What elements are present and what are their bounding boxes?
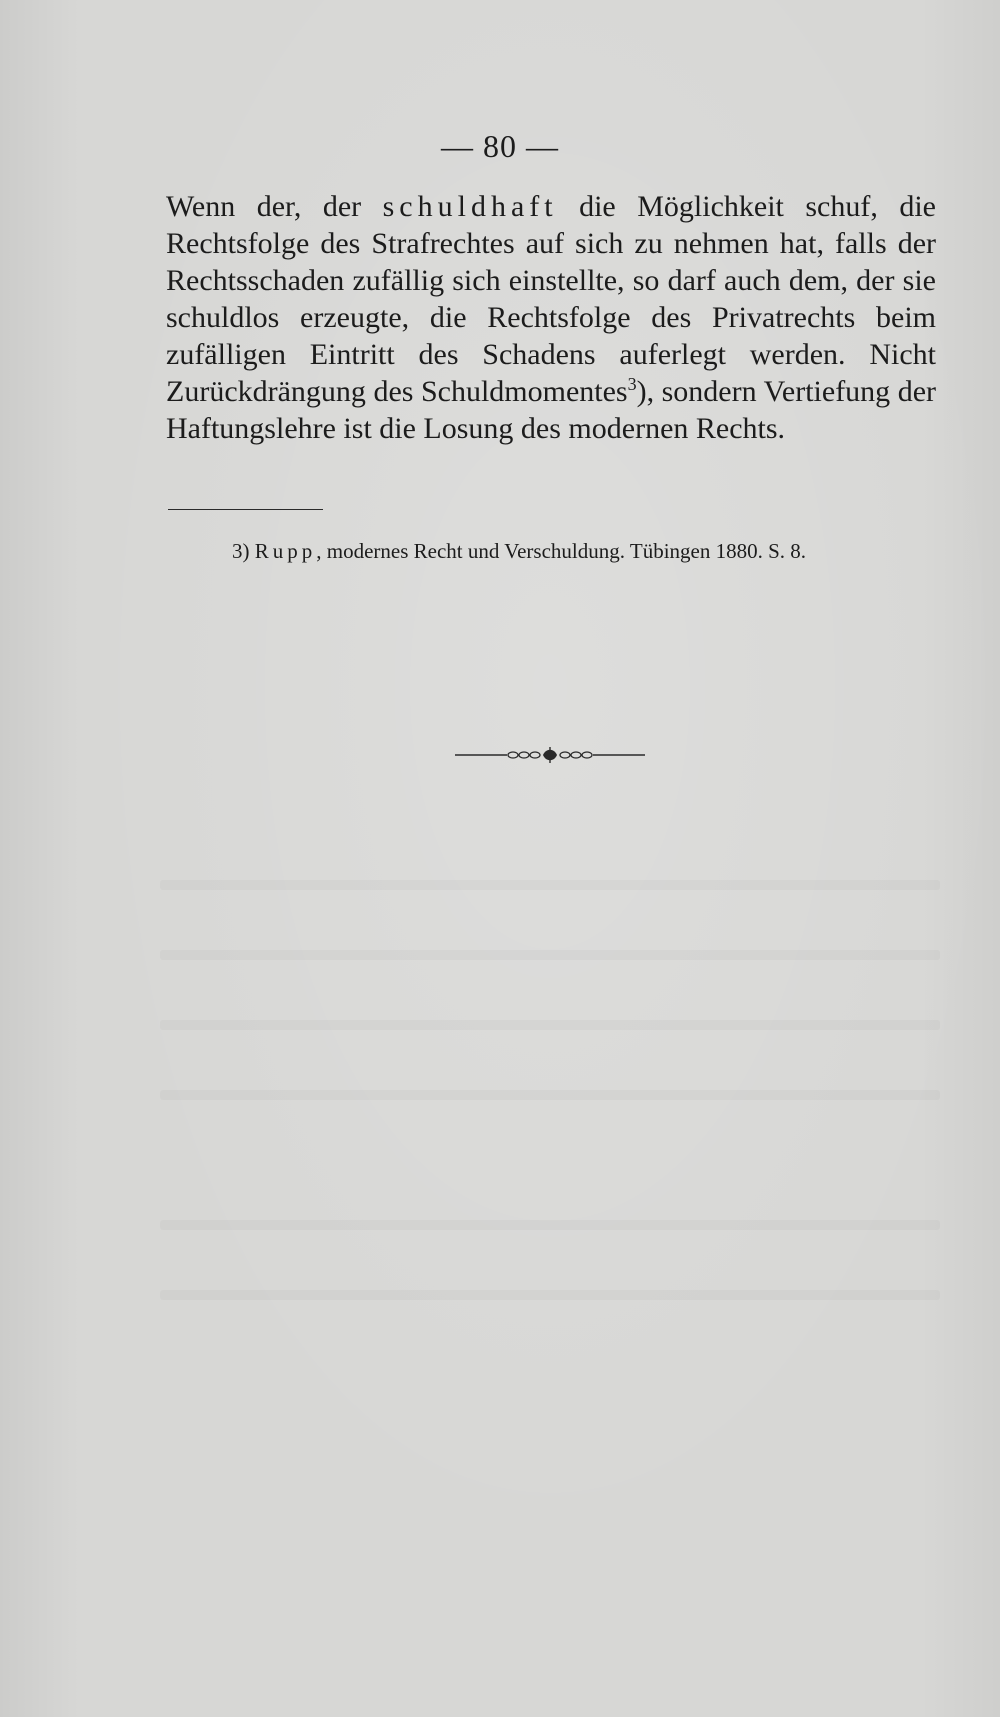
paragraph-text: ), sondern Vertiefung der Haftungslehre ist die Losung des modernen Rechts. — [166, 375, 937, 445]
show-through-line — [160, 1090, 940, 1100]
show-through-line — [160, 1020, 940, 1030]
show-through-line — [160, 1220, 940, 1230]
page-number: — 80 — — [441, 128, 559, 164]
paragraph-text: Wenn der, der — [166, 190, 383, 223]
footnote-author: Rupp — [254, 539, 317, 563]
show-through-line — [160, 880, 940, 890]
footnote-marker: 3) — [232, 539, 250, 563]
footnote — [232, 537, 932, 565]
emphasized-word: schuldhaft — [382, 190, 558, 223]
show-through-line — [160, 1290, 940, 1300]
footnote-reference: 3 — [627, 374, 637, 394]
footnote-text: , modernes Recht und Verschuldung. Tübingen 1880. S. 8. — [316, 539, 807, 563]
main-paragraph — [166, 188, 936, 447]
footnote-separator — [168, 509, 323, 510]
paragraph-text: die Möglichkeit schuf, die Rechtsfolge des Strafrechtes auf sich zu nehmen hat, falls der Rechtsschaden zufällig sich einstellte, so darf auch dem, der sie schuldlos erzeugte, die Rechtsfolge des Privatrechts beim zufälligen Eintritt des Schadens auferlegt werden. Nicht Zurückdrängung des Schuldmomentes — [166, 190, 936, 408]
show-through-line — [160, 950, 940, 960]
ornamental-rule-icon — [455, 743, 645, 767]
